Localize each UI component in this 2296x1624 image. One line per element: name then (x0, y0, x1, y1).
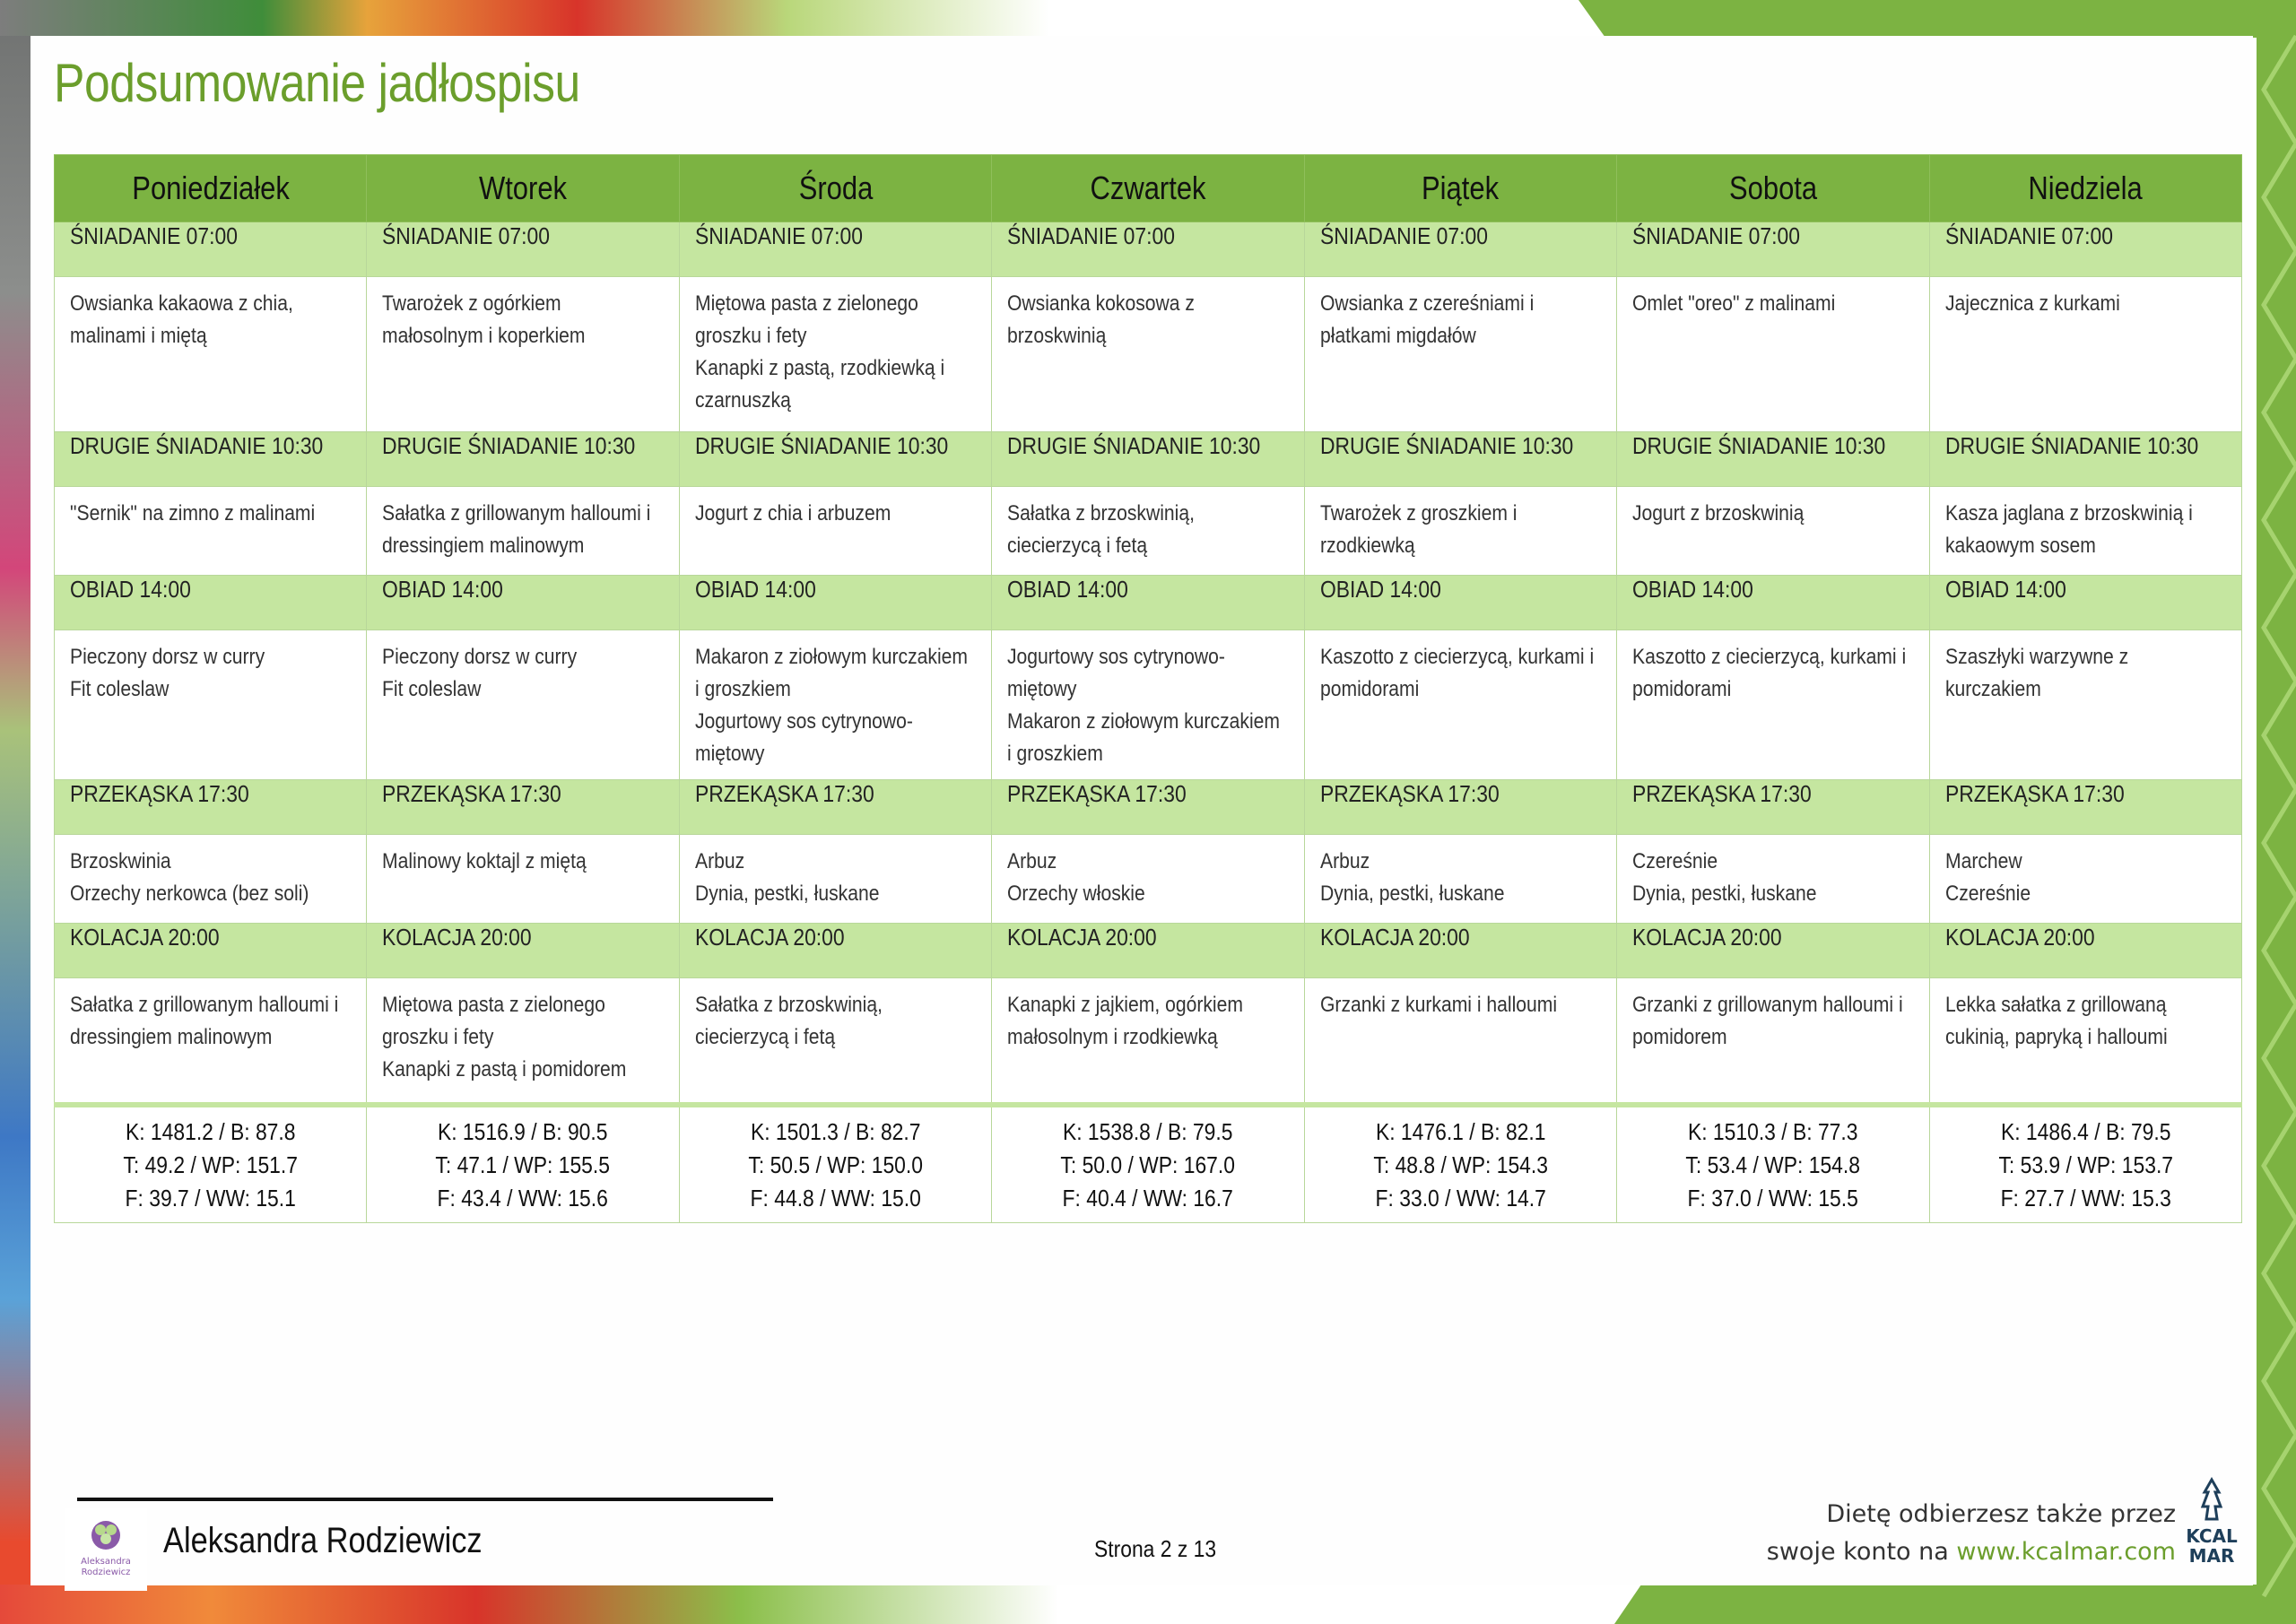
meal-label-cell (1304, 222, 1616, 277)
dish-cell (1304, 978, 1616, 1106)
dish-name: Makaron z ziołowym kurczakiem i groszkiem (694, 645, 968, 701)
nutrition-line: F: 43.4 / WW: 15.6 (437, 1184, 609, 1211)
meal-label: PRZEKĄSKA 17:30 (70, 780, 249, 807)
meal-dishes-row (55, 978, 2242, 1106)
meal-label-cell (55, 432, 367, 487)
dish-name: Jogurt z brzoskwinią (1632, 501, 1805, 525)
day-name: Środa (798, 169, 873, 206)
meal-label-cell (367, 924, 679, 978)
meal-label-cell (992, 780, 1304, 835)
meal-label: DRUGIE ŚNIADANIE 10:30 (694, 432, 949, 459)
nutrition-totals-cell (992, 1105, 1304, 1223)
nutrition-line: F: 27.7 / WW: 15.3 (2000, 1184, 2171, 1211)
dish-name: Arbuz (694, 849, 745, 873)
nutrition-line: K: 1501.3 / B: 82.7 (750, 1117, 921, 1145)
dish-name: Makaron z ziołowym kurczakiem i groszkiem (1007, 709, 1281, 766)
meal-label: OBIAD 14:00 (694, 576, 816, 603)
meal-label-cell (1304, 432, 1616, 487)
nutrition-line: K: 1486.4 / B: 79.5 (2000, 1117, 2171, 1145)
dish-cell (679, 978, 991, 1106)
dish-name: "Sernik" na zimno z malinami (70, 501, 316, 525)
meal-label: KOLACJA 20:00 (694, 924, 845, 951)
nutrition-totals-cell (55, 1105, 367, 1223)
meal-label: OBIAD 14:00 (1007, 576, 1129, 603)
nutrition-line: F: 39.7 / WW: 15.1 (125, 1184, 296, 1211)
meal-label-row (55, 780, 2242, 835)
nutrition-line: F: 44.8 / WW: 15.0 (750, 1184, 921, 1211)
nutrition-totals-cell (367, 1105, 679, 1223)
dish-cell (992, 978, 1304, 1106)
dish-cell (55, 487, 367, 576)
nutrition-line: T: 49.2 / WP: 151.7 (123, 1151, 298, 1178)
day-name: Wtorek (479, 169, 568, 206)
dish-cell (679, 630, 991, 780)
dish-cell (1929, 978, 2241, 1106)
day-header (992, 155, 1304, 222)
signature-line (77, 1498, 773, 1501)
author-name: Aleksandra Rodziewicz (163, 1521, 483, 1560)
meal-label: ŚNIADANIE 07:00 (1319, 222, 1488, 249)
promo-text (1767, 1496, 2176, 1571)
meal-label-cell (1617, 222, 1929, 277)
meal-label: PRZEKĄSKA 17:30 (382, 780, 562, 807)
day-header (679, 155, 991, 222)
dish-name: Twarożek z groszkiem i rzodkiewką (1319, 501, 1518, 558)
author-logo (65, 1508, 147, 1591)
kcalmar-link[interactable]: www.kcalmar.com (1956, 1538, 2176, 1566)
meal-label-cell (55, 780, 367, 835)
meal-label-cell (55, 576, 367, 630)
meal-label: PRZEKĄSKA 17:30 (1632, 780, 1812, 807)
dish-cell (367, 835, 679, 924)
meal-label-cell (367, 222, 679, 277)
meal-label-cell (1929, 924, 2241, 978)
dish-cell (1617, 978, 1929, 1106)
meal-label: DRUGIE ŚNIADANIE 10:30 (70, 432, 324, 459)
dish-name: Czereśnie (1944, 881, 2031, 906)
dish-name: Arbuz (1007, 849, 1057, 873)
table-header-row (55, 155, 2242, 222)
dish-cell (1617, 630, 1929, 780)
dish-name: Lekka sałatka z grillowaną cukinią, papryką i halloumi (1944, 993, 2168, 1049)
dish-name: Twarożek z ogórkiem małosolnym i koperkiem (382, 291, 586, 348)
nutrition-line: T: 50.5 / WP: 150.0 (748, 1151, 923, 1178)
kcalmar-squid-icon (2203, 1480, 2221, 1519)
meal-label: PRZEKĄSKA 17:30 (694, 780, 874, 807)
meal-label-cell (55, 222, 367, 277)
meal-dishes-row (55, 277, 2242, 432)
meal-label-cell (1929, 222, 2241, 277)
meal-label: KOLACJA 20:00 (1007, 924, 1157, 951)
meal-label-cell (367, 780, 679, 835)
dish-cell (992, 630, 1304, 780)
dish-cell (1304, 630, 1616, 780)
dish-name: Pieczony dorsz w curry (70, 645, 265, 669)
nutrition-line: K: 1476.1 / B: 82.1 (1375, 1117, 1546, 1145)
meal-label-cell (1304, 576, 1616, 630)
meal-label: PRZEKĄSKA 17:30 (1319, 780, 1500, 807)
meal-label: OBIAD 14:00 (1319, 576, 1441, 603)
page-title: Podsumowanie jadłospisu (54, 53, 580, 113)
dish-name: Miętowa pasta z zielonego groszku i fety (694, 291, 918, 348)
meal-label-row (55, 222, 2242, 277)
dish-name: Jogurt z chia i arbuzem (694, 501, 891, 525)
dish-name: Jogurtowy sos cytrynowo-miętowy (1007, 645, 1226, 701)
day-header (367, 155, 679, 222)
dish-name: Sałatka z brzoskwinią, ciecierzycą i fetą (694, 993, 883, 1049)
dish-name: Grzanki z grillowanym halloumi i pomidorem (1632, 993, 1903, 1049)
day-name: Niedziela (2028, 169, 2143, 206)
dish-name: Grzanki z kurkami i halloumi (1319, 993, 1557, 1017)
nutrition-line: K: 1538.8 / B: 79.5 (1063, 1117, 1233, 1145)
dish-name: Dynia, pestki, łuskane (1319, 881, 1505, 906)
dish-cell (1929, 630, 2241, 780)
day-name: Poniedziałek (131, 169, 290, 206)
dish-name: Sałatka z grillowanym halloumi i dressingiem malinowym (70, 993, 339, 1049)
nutrition-totals-row (55, 1105, 2242, 1223)
dish-cell (1617, 277, 1929, 432)
meal-label: OBIAD 14:00 (70, 576, 191, 603)
meal-dishes-row (55, 835, 2242, 924)
dish-name: Kanapki z pastą i pomidorem (382, 1057, 627, 1081)
nutrition-line: K: 1510.3 / B: 77.3 (1688, 1117, 1858, 1145)
meal-label: KOLACJA 20:00 (382, 924, 533, 951)
kcalmar-logo-text-2: MAR (2188, 1545, 2235, 1567)
green-corner-top (1578, 0, 2296, 38)
day-header (1929, 155, 2241, 222)
dish-cell (679, 835, 991, 924)
dish-name: Kanapki z jajkiem, ogórkiem małosolnym i rzodkiewką (1007, 993, 1244, 1049)
dish-name: Orzechy włoskie (1007, 881, 1146, 906)
dish-name: Owsianka z czereśniami i płatkami migdałów (1319, 291, 1534, 348)
dish-name: Owsianka kokosowa z brzoskwinią (1007, 291, 1196, 348)
meal-label-cell (1617, 924, 1929, 978)
green-zigzag-border (2257, 0, 2296, 1624)
kcalmar-logo-text-1: KCAL (2186, 1525, 2238, 1547)
meal-label: ŚNIADANIE 07:00 (1632, 222, 1801, 249)
meal-label-row (55, 576, 2242, 630)
dish-name: Dynia, pestki, łuskane (694, 881, 880, 906)
meal-label: OBIAD 14:00 (1632, 576, 1753, 603)
day-name: Sobota (1728, 169, 1817, 206)
meal-label: OBIAD 14:00 (1944, 576, 2066, 603)
nutrition-line: T: 53.4 / WP: 154.8 (1685, 1151, 1861, 1178)
dish-cell (1929, 835, 2241, 924)
dish-cell (367, 978, 679, 1106)
logo-text-line-2: Rodziewicz (81, 1568, 131, 1577)
dish-cell (1929, 487, 2241, 576)
dish-name: Szaszłyki warzywne z kurczakiem (1944, 645, 2128, 701)
dish-cell (1304, 487, 1616, 576)
meal-label-cell (679, 924, 991, 978)
dish-name: Owsianka kakaowa z chia, malinami i miętą (70, 291, 293, 348)
page-number: Strona 2 z 13 (1094, 1535, 1217, 1562)
meal-label: ŚNIADANIE 07:00 (1007, 222, 1176, 249)
dish-name: Sałatka z grillowanym halloumi i dressingiem malinowym (382, 501, 651, 558)
dish-name: Kanapki z pastą, rzodkiewką i czarnuszką (694, 356, 945, 413)
dish-cell (1617, 835, 1929, 924)
dish-cell (55, 978, 367, 1106)
meal-label: KOLACJA 20:00 (1944, 924, 2095, 951)
logo-text-line-1: Aleksandra (81, 1557, 131, 1567)
dish-cell (367, 277, 679, 432)
nutrition-totals-cell (1929, 1105, 2241, 1223)
dish-cell (1304, 835, 1616, 924)
dish-name: Czereśnie (1632, 849, 1718, 873)
meal-dishes-row (55, 487, 2242, 576)
meal-label: KOLACJA 20:00 (1632, 924, 1782, 951)
nutrition-line: K: 1516.9 / B: 90.5 (438, 1117, 608, 1145)
promo-line-2 (1767, 1533, 2176, 1571)
nutrition-line: F: 40.4 / WW: 16.7 (1062, 1184, 1234, 1211)
dish-name: Fit coleslaw (70, 677, 170, 701)
dish-name: Arbuz (1319, 849, 1370, 873)
dish-name: Dynia, pestki, łuskane (1632, 881, 1817, 906)
dish-cell (1617, 487, 1929, 576)
promo-line-1: Dietę odbierzesz także przez (1826, 1500, 2176, 1528)
nutrition-totals-cell (1617, 1105, 1929, 1223)
dish-name: Omlet "oreo" z malinami (1632, 291, 1836, 316)
promo-line-2-prefix: swoje konto na (1766, 1538, 1957, 1566)
dish-name: Kasza jaglana z brzoskwinią i kakaowym sosem (1944, 501, 2193, 558)
meal-label: DRUGIE ŚNIADANIE 10:30 (382, 432, 636, 459)
day-header (1617, 155, 1929, 222)
dish-cell (992, 487, 1304, 576)
nutrition-line: T: 47.1 / WP: 155.5 (435, 1151, 611, 1178)
meal-label-cell (679, 222, 991, 277)
day-header (1304, 155, 1616, 222)
meal-label-cell (55, 924, 367, 978)
meal-label: DRUGIE ŚNIADANIE 10:30 (1007, 432, 1261, 459)
dish-cell (1304, 277, 1616, 432)
meal-label-cell (1929, 432, 2241, 487)
meal-label-cell (1617, 780, 1929, 835)
dish-name: Malinowy koktajl z miętą (382, 849, 587, 873)
dish-name: Miętowa pasta z zielonego groszku i fety (382, 993, 606, 1049)
nutrition-line: K: 1481.2 / B: 87.8 (125, 1117, 296, 1145)
dish-name: Marchew (1944, 849, 2022, 873)
meal-label: ŚNIADANIE 07:00 (1944, 222, 2113, 249)
meal-label: KOLACJA 20:00 (70, 924, 220, 951)
dish-cell (367, 487, 679, 576)
meal-dishes-row (55, 630, 2242, 780)
meal-label: ŚNIADANIE 07:00 (70, 222, 238, 249)
meal-label-cell (992, 222, 1304, 277)
dish-name: Jogurtowy sos cytrynowo-miętowy (694, 709, 913, 766)
nutrition-line: T: 48.8 / WP: 154.3 (1373, 1151, 1548, 1178)
meal-label-cell (367, 576, 679, 630)
meal-label-cell (1929, 576, 2241, 630)
dish-cell (1929, 277, 2241, 432)
dish-cell (992, 835, 1304, 924)
dish-name: Kaszotto z ciecierzycą, kurkami i pomidorami (1319, 645, 1594, 701)
kcalmar-logo (2183, 1476, 2240, 1569)
meal-label-cell (1617, 432, 1929, 487)
meal-label: PRZEKĄSKA 17:30 (1007, 780, 1187, 807)
dish-cell (55, 835, 367, 924)
meal-label-row (55, 924, 2242, 978)
day-name: Czwartek (1090, 169, 1206, 206)
dish-cell (679, 277, 991, 432)
dish-cell (55, 277, 367, 432)
dish-cell (679, 487, 991, 576)
meal-label-row (55, 432, 2242, 487)
meal-label: DRUGIE ŚNIADANIE 10:30 (1944, 432, 2198, 459)
decorative-photo-bottom (0, 1585, 1058, 1624)
meal-label-cell (1929, 780, 2241, 835)
meal-label: OBIAD 14:00 (382, 576, 504, 603)
dish-name: Sałatka z brzoskwinią, ciecierzycą i fetą (1007, 501, 1196, 558)
dish-name: Brzoskwinia (70, 849, 171, 873)
meal-label-cell (679, 576, 991, 630)
meal-label: PRZEKĄSKA 17:30 (1944, 780, 2125, 807)
meal-label: DRUGIE ŚNIADANIE 10:30 (1632, 432, 1886, 459)
dish-name: Kaszotto z ciecierzycą, kurkami i pomidorami (1632, 645, 1907, 701)
nutrition-line: T: 50.0 / WP: 167.0 (1060, 1151, 1236, 1178)
dish-cell (992, 277, 1304, 432)
meal-label-cell (1617, 576, 1929, 630)
meal-label: KOLACJA 20:00 (1319, 924, 1470, 951)
dish-name: Jajecznica z kurkami (1944, 291, 2120, 316)
decorative-photo-top (0, 0, 1049, 36)
meal-label-cell (1304, 924, 1616, 978)
day-header (55, 155, 367, 222)
green-corner-bottom (1614, 1585, 2296, 1624)
dish-cell (367, 630, 679, 780)
dish-name: Fit coleslaw (382, 677, 482, 701)
meal-label-cell (1304, 780, 1616, 835)
dish-cell (55, 630, 367, 780)
nutrition-totals-cell (679, 1105, 991, 1223)
meal-label-cell (992, 576, 1304, 630)
meal-label-cell (992, 432, 1304, 487)
menu-summary-table (54, 154, 2242, 1223)
meal-label: ŚNIADANIE 07:00 (694, 222, 863, 249)
meal-label-cell (679, 780, 991, 835)
nutrition-line: T: 53.9 / WP: 153.7 (1997, 1151, 2173, 1178)
nutrition-line: F: 37.0 / WW: 15.5 (1687, 1184, 1858, 1211)
day-name: Piątek (1422, 169, 1500, 206)
meal-label: DRUGIE ŚNIADANIE 10:30 (1319, 432, 1573, 459)
meal-label: ŚNIADANIE 07:00 (382, 222, 551, 249)
meal-label-cell (992, 924, 1304, 978)
dish-name: Pieczony dorsz w curry (382, 645, 578, 669)
meal-label-cell (367, 432, 679, 487)
meal-label-cell (679, 432, 991, 487)
nutrition-totals-cell (1304, 1105, 1616, 1223)
nutrition-line: F: 33.0 / WW: 14.7 (1375, 1184, 1546, 1211)
dish-name: Orzechy nerkowca (bez soli) (70, 881, 309, 906)
